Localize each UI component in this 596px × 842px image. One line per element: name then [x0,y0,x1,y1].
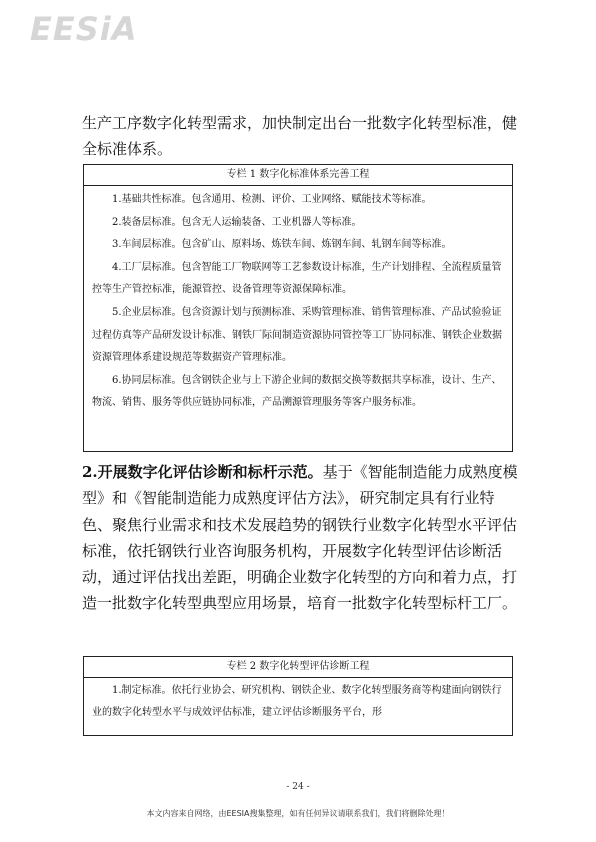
page-number: - 24 - [286,782,310,792]
box1-item: 2.装备层标准。包含无人运输装备、工业机器人等标准。 [112,216,362,228]
paragraph-2 [82,459,522,617]
box1-item: 1.基础共性标准。包含通用、检测、评价、工业网络、赋能技术等标准。 [112,194,432,205]
paragraph-2-heading: 2.开展数字化评估诊断和标杆示范。 [82,463,323,481]
box1-item: 5.企业层标准。包含资源计划与预测标准、采购管理标准、销售管理标准、产品试验验证过程仿真等产品研发设计标准、钢铁厂际间制造资源协同管控等工厂协同标准、钢铁企业数据资源管理体系建设规范等数据资产管理标准。 [92,306,502,364]
footer-disclaimer: 本文内容来自网络，由EESIA搜集整理，如有任何异议请联系我们，我们将删除处理！ [146,809,450,818]
column-box-2-title: 专栏 2 数字化转型评估诊断工程 [84,657,512,678]
eesia-logo: EESiA [30,10,138,48]
box1-item: 6.协同层标准。包含钢铁企业与上下游企业间的数据交换等数据共享标准，设计、生产、物流、销售、服务等供应链协同标准，产品溯源管理服务等客户服务标准。 [92,374,502,409]
box2-item: 1.制定标准。依托行业协会、研究机构、钢铁企业、数字化转型服务商等构建面向钢铁行业的数字化转型水平与成效评估标准，建立评估诊断服务平台，形 [92,685,502,718]
box1-item: 3.车间层标准。包含矿山、原料场、炼铁车间、炼钢车间、轧钢车间等标准。 [112,239,452,251]
column-box-1-body [84,186,512,415]
paragraph-2-text: 基于《智能制造能力成熟度模型》和《智能制造能力成熟度评估方法》，研究制定具有行业特色、聚焦行业需求和技术发展趋势的钢铁行业数字化转型水平评估标准，依托钢铁行业咨询服务机构，开展数字化转型评估诊断活动，通过评估找出差距，明确企业数字化转型的方向和着力点，打造一批数字化转型典型应用场景，培育一批数字化转型标杆工厂。 [82,463,518,613]
column-box-1 [83,164,513,452]
paragraph-1: 生产工序数字化转型需求，加快制定出台一批数字化转型标准，健全标准体系。 [82,114,518,158]
column-box-1-title: 专栏 1 数字化标准体系完善工程 [84,165,512,186]
column-box-2-body [84,678,512,724]
column-box-2 [83,656,513,736]
box1-item: 4.工厂层标准。包含智能工厂物联网等工艺参数设计标准，生产计划排程、全流程质量管控等生产管控标准，能源管控、设备管理等资源保障标准。 [92,261,502,296]
